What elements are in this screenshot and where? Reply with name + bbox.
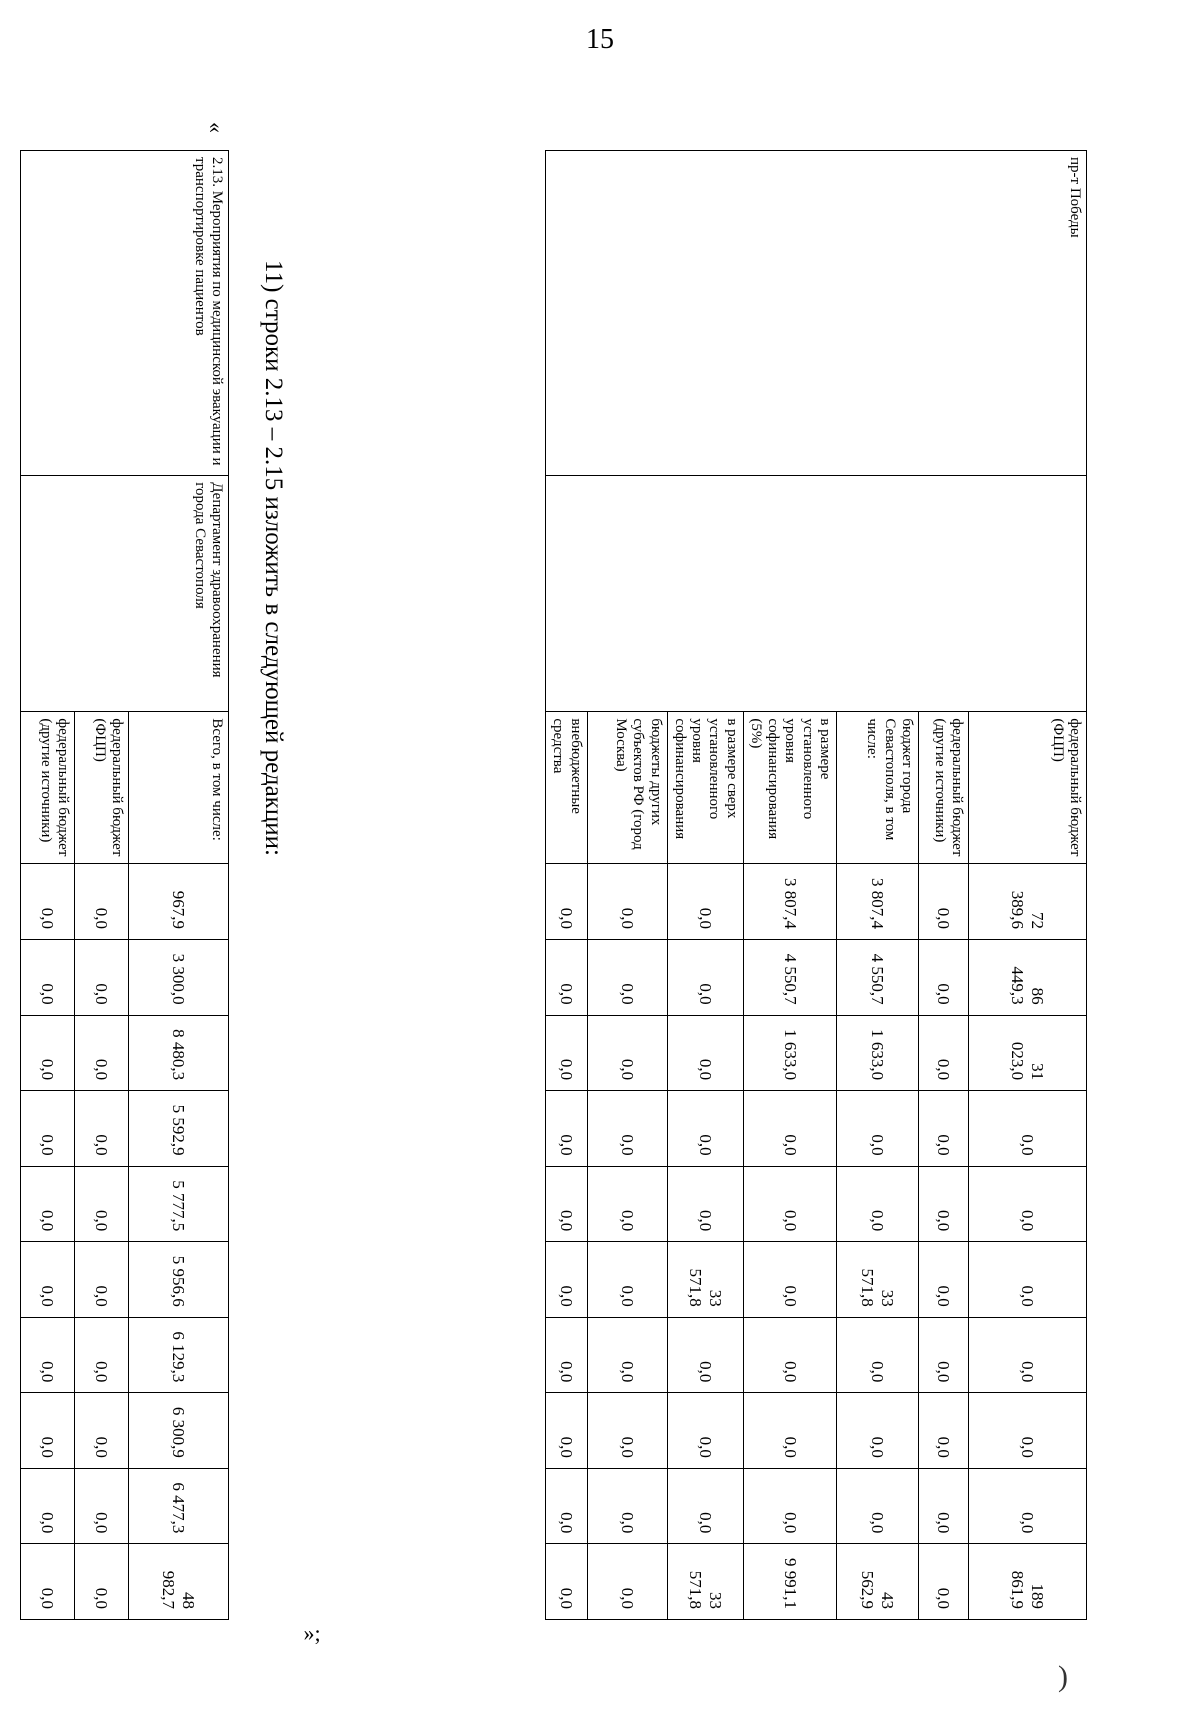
value-cell: 0,0: [837, 1091, 919, 1167]
value-cell: 0,0: [75, 1393, 129, 1469]
value-cell: 0,0: [969, 1468, 1087, 1544]
value-cell: 86 449,3: [969, 940, 1087, 1016]
value-cell: 0,0: [919, 1468, 969, 1544]
value-cell: 0,0: [667, 1393, 743, 1469]
value-cell: 9 991,1: [743, 1544, 836, 1620]
value-cell: 0,0: [743, 1317, 836, 1393]
value-cell: 1 633,0: [837, 1015, 919, 1091]
value-cell: 0,0: [75, 1091, 129, 1167]
amendment-caption: 11) строки 2.13 – 2.15 изложить в следующей редакции:: [260, 260, 287, 856]
funding-source-cell: бюджет города Севастополя, в том числе:: [837, 712, 919, 864]
value-cell: 0,0: [21, 864, 75, 940]
value-cell: 4 550,7: [837, 940, 919, 1016]
funding-source-cell: бюджеты других субъектов РФ (город Москва): [587, 712, 667, 864]
value-cell: 0,0: [919, 1393, 969, 1469]
funding-source-cell: федеральный бюджет (ФЦП): [75, 712, 129, 864]
table-row: [129, 151, 229, 1620]
value-cell: 0,0: [743, 1091, 836, 1167]
funding-source-cell: федеральный бюджет (другие источники): [919, 712, 969, 864]
table-row: [969, 151, 1087, 1620]
funding-source-cell: в размере сверх установленного уровня софинансирования: [667, 712, 743, 864]
value-cell: 0,0: [546, 1544, 588, 1620]
value-cell: 0,0: [75, 1166, 129, 1242]
value-cell: 0,0: [743, 1242, 836, 1318]
value-cell: 5 956,6: [129, 1242, 229, 1318]
value-cell: 0,0: [75, 1468, 129, 1544]
value-cell: 0,0: [21, 1317, 75, 1393]
table-rows-2-13: [20, 150, 229, 1620]
value-cell: 0,0: [21, 1091, 75, 1167]
value-cell: 33 571,8: [667, 1544, 743, 1620]
value-cell: 0,0: [21, 1242, 75, 1318]
value-cell: 0,0: [587, 1091, 667, 1167]
value-cell: 0,0: [75, 1317, 129, 1393]
value-cell: 0,0: [546, 1166, 588, 1242]
funding-source-cell: федеральный бюджет (другие источники): [21, 712, 75, 864]
value-cell: 0,0: [837, 1166, 919, 1242]
value-cell: 0,0: [21, 940, 75, 1016]
value-cell: 0,0: [546, 1317, 588, 1393]
value-cell: 0,0: [919, 1091, 969, 1167]
value-cell: 0,0: [667, 1468, 743, 1544]
value-cell: 0,0: [587, 1544, 667, 1620]
value-cell: 0,0: [21, 1468, 75, 1544]
value-cell: 33 571,8: [837, 1242, 919, 1318]
value-cell: 3 807,4: [837, 864, 919, 940]
value-cell: 0,0: [667, 940, 743, 1016]
funding-source-cell: федеральный бюджет (ФЦП): [969, 712, 1087, 864]
funding-source-cell: в размере установленного уровня софинансирования (5%): [743, 712, 836, 864]
value-cell: 0,0: [919, 1544, 969, 1620]
value-cell: 43 562,9: [837, 1544, 919, 1620]
value-cell: 33 571,8: [667, 1242, 743, 1318]
value-cell: 0,0: [546, 1393, 588, 1469]
value-cell: 0,0: [546, 864, 588, 940]
value-cell: 0,0: [546, 1468, 588, 1544]
value-cell: 0,0: [75, 1242, 129, 1318]
value-cell: 0,0: [969, 1091, 1087, 1167]
value-cell: 1 633,0: [743, 1015, 836, 1091]
value-cell: 0,0: [546, 1242, 588, 1318]
funding-source-cell: Всего, в том числе:: [129, 712, 229, 864]
value-cell: 0,0: [21, 1015, 75, 1091]
value-cell: 0,0: [587, 940, 667, 1016]
margin-mark: ): [1058, 1660, 1068, 1693]
value-cell: 0,0: [837, 1317, 919, 1393]
value-cell: 0,0: [75, 864, 129, 940]
value-cell: 0,0: [587, 1468, 667, 1544]
value-cell: 0,0: [919, 864, 969, 940]
value-cell: 0,0: [969, 1393, 1087, 1469]
value-cell: 0,0: [969, 1166, 1087, 1242]
page-number: 15: [586, 24, 614, 55]
value-cell: 4 550,7: [743, 940, 836, 1016]
value-cell: 6 300,9: [129, 1393, 229, 1469]
closing-quote: »;: [303, 1620, 321, 1646]
value-cell: 0,0: [546, 1015, 588, 1091]
value-cell: 0,0: [919, 1166, 969, 1242]
funding-source-cell: внебюджетные средства: [546, 712, 588, 864]
value-cell: 72 389,6: [969, 864, 1087, 940]
value-cell: 0,0: [21, 1393, 75, 1469]
value-cell: 6 477,3: [129, 1468, 229, 1544]
value-cell: 0,0: [743, 1166, 836, 1242]
value-cell: 0,0: [21, 1166, 75, 1242]
value-cell: 0,0: [919, 940, 969, 1016]
rotated-content: [37, 70, 1087, 1646]
value-cell: 0,0: [667, 1091, 743, 1167]
value-cell: 0,0: [75, 940, 129, 1016]
value-cell: 48 982,7: [129, 1544, 229, 1620]
value-cell: 0,0: [587, 1015, 667, 1091]
value-cell: 0,0: [75, 1015, 129, 1091]
opening-quote: «: [204, 122, 229, 133]
value-cell: 0,0: [546, 1091, 588, 1167]
executor-cell: Департамент здравоохранения города Севастополя: [21, 476, 229, 712]
value-cell: 0,0: [75, 1544, 129, 1620]
value-cell: 0,0: [21, 1544, 75, 1620]
value-cell: 0,0: [667, 1015, 743, 1091]
value-cell: 3 807,4: [743, 864, 836, 940]
value-cell: 3 300,0: [129, 940, 229, 1016]
value-cell: 6 129,3: [129, 1317, 229, 1393]
value-cell: 0,0: [587, 1393, 667, 1469]
value-cell: 0,0: [546, 940, 588, 1016]
value-cell: 0,0: [667, 1317, 743, 1393]
object-name-cell: 2.13. Мероприятия по медицинской эвакуации и транспортировке пациентов: [21, 151, 229, 476]
value-cell: 189 861,9: [969, 1544, 1087, 1620]
value-cell: 0,0: [969, 1242, 1087, 1318]
value-cell: 967,9: [129, 864, 229, 940]
value-cell: 5 592,9: [129, 1091, 229, 1167]
value-cell: 0,0: [919, 1242, 969, 1318]
table-continuation: [545, 150, 1087, 1620]
value-cell: 0,0: [919, 1317, 969, 1393]
object-name-cell: пр-т Победы: [546, 151, 1087, 476]
value-cell: 0,0: [743, 1468, 836, 1544]
value-cell: 0,0: [919, 1015, 969, 1091]
value-cell: 0,0: [837, 1393, 919, 1469]
value-cell: 0,0: [587, 1242, 667, 1318]
value-cell: 0,0: [587, 1166, 667, 1242]
value-cell: 0,0: [743, 1393, 836, 1469]
executor-cell: [546, 476, 1087, 712]
value-cell: 8 480,3: [129, 1015, 229, 1091]
value-cell: 5 777,5: [129, 1166, 229, 1242]
value-cell: 0,0: [587, 864, 667, 940]
value-cell: 31 023,0: [969, 1015, 1087, 1091]
value-cell: 0,0: [837, 1468, 919, 1544]
value-cell: 0,0: [667, 864, 743, 940]
value-cell: 0,0: [969, 1317, 1087, 1393]
value-cell: 0,0: [667, 1166, 743, 1242]
value-cell: 0,0: [587, 1317, 667, 1393]
